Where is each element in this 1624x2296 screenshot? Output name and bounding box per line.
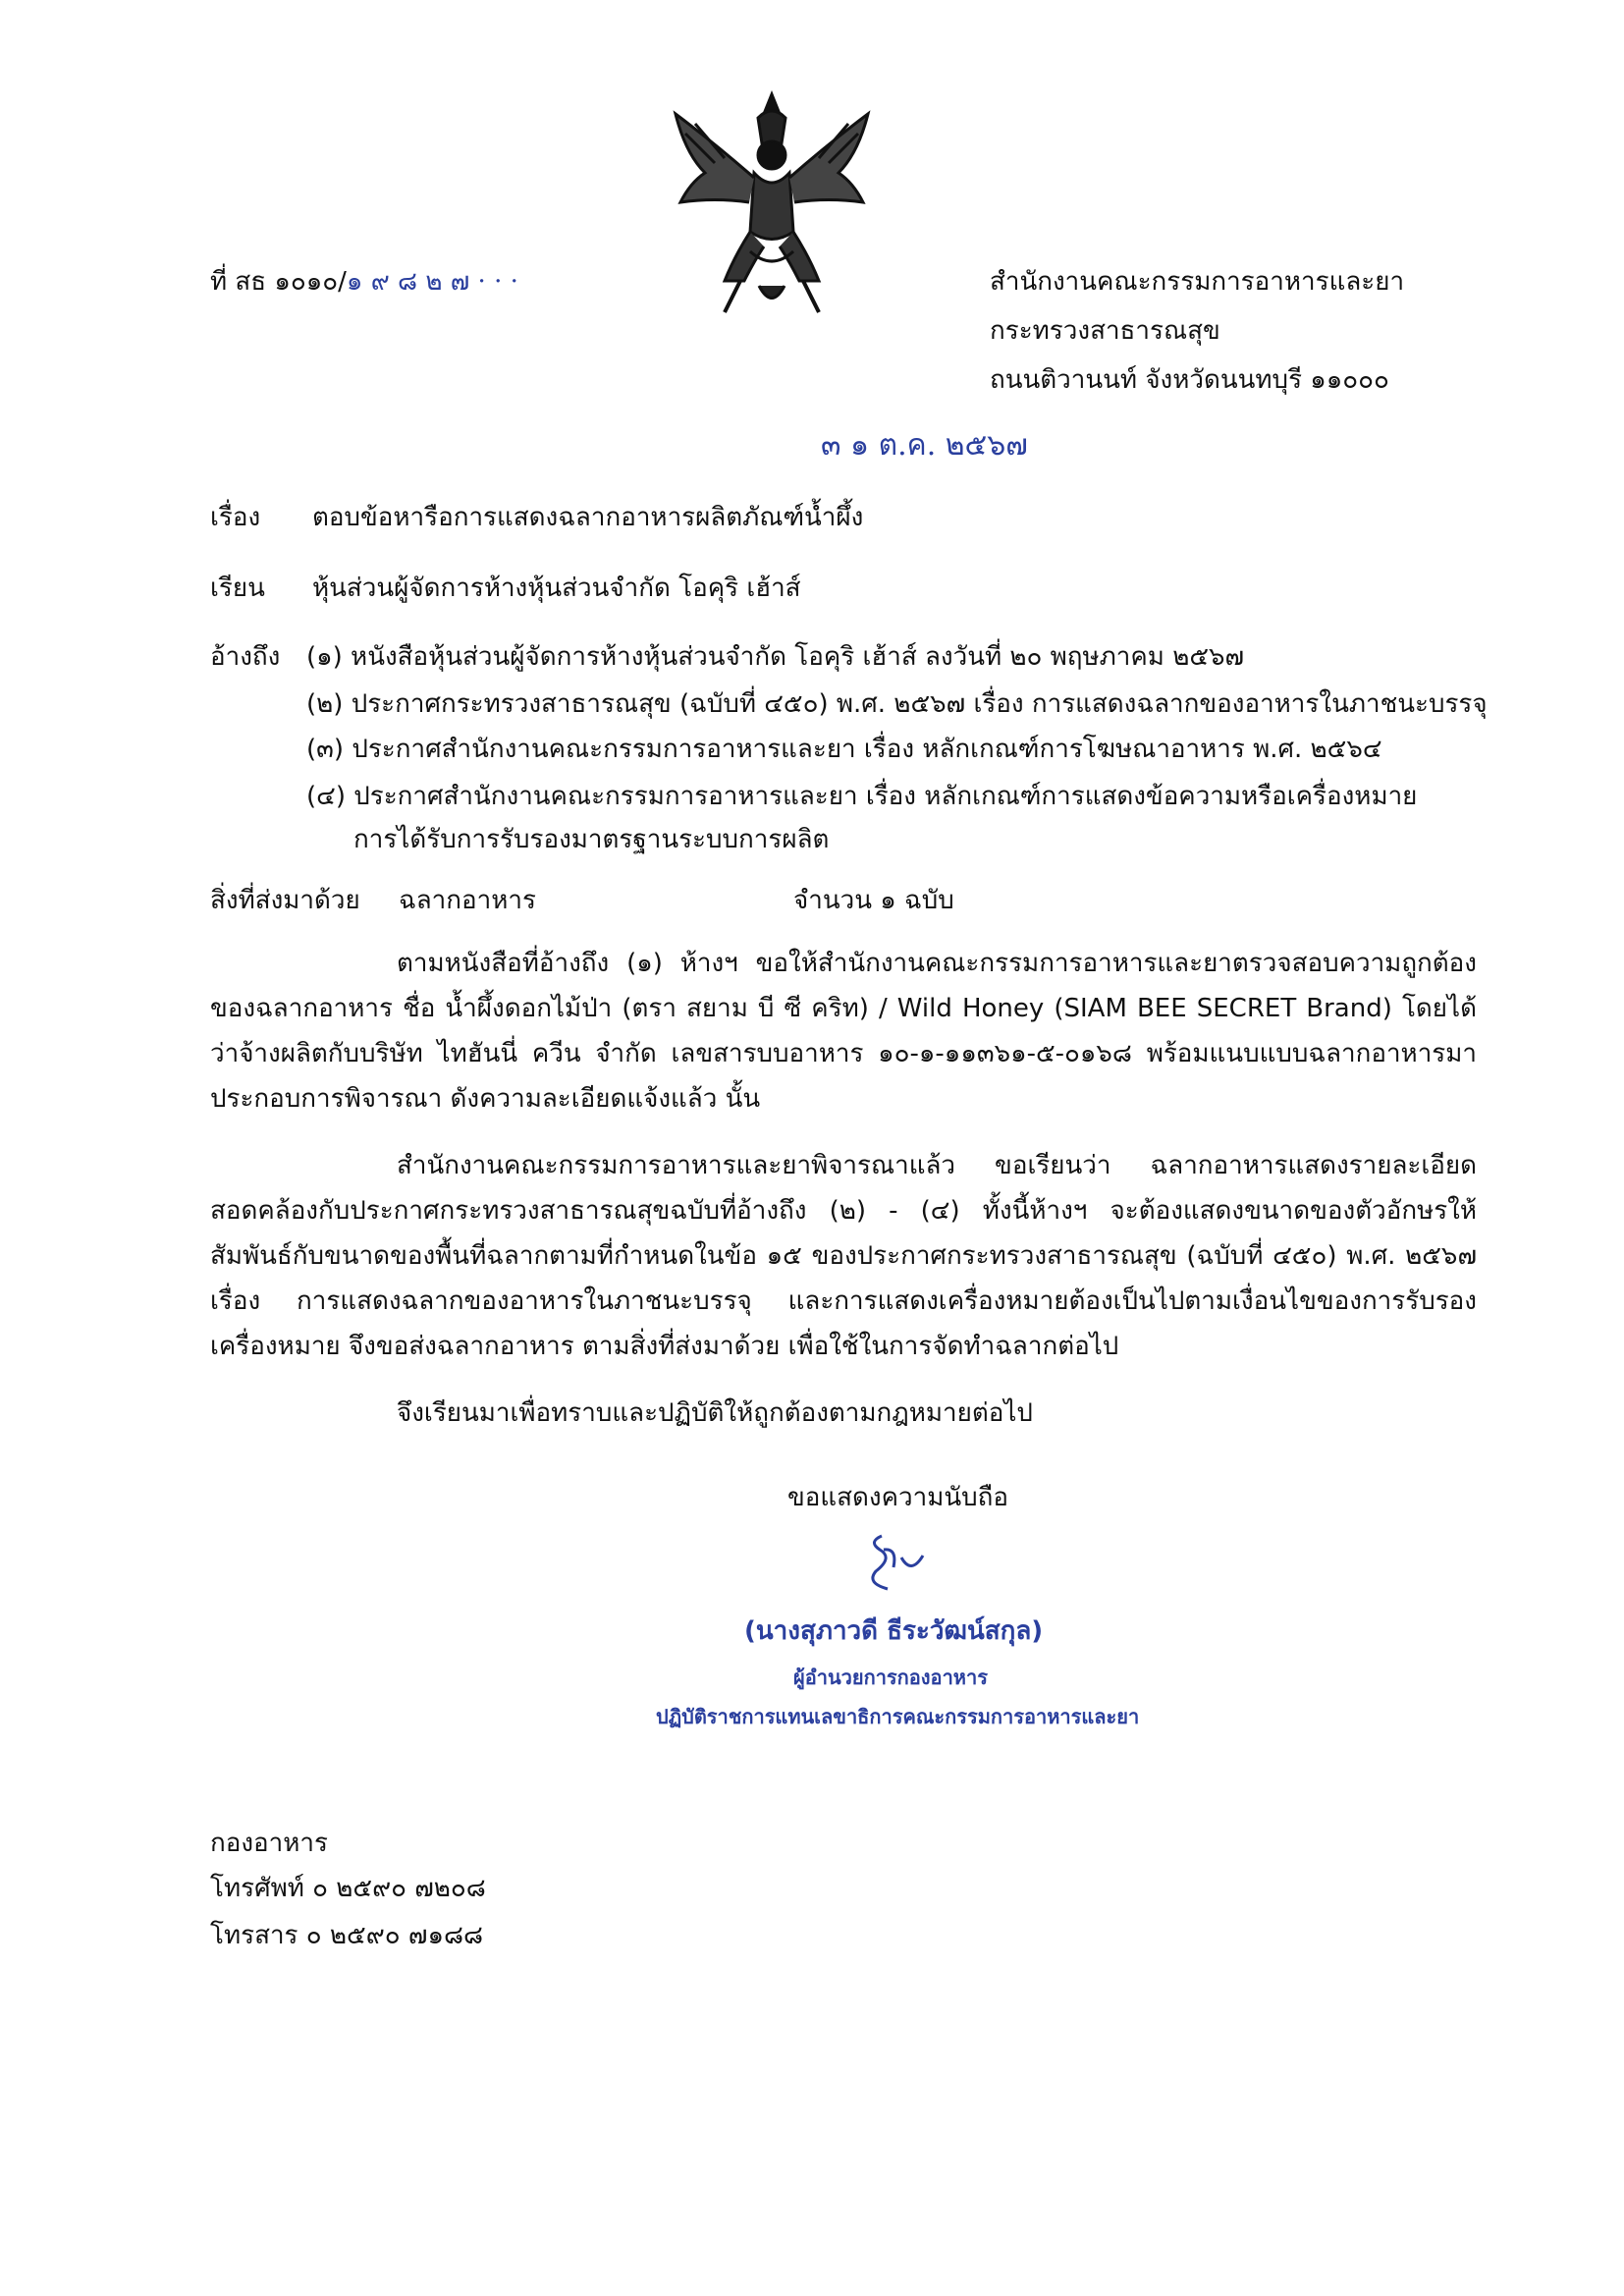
doc-number-stamp: ๑ ๙ ๘ ๒ ๗ · · · xyxy=(346,267,518,297)
enclosure-quantity: จำนวน ๑ ฉบับ xyxy=(793,886,954,915)
reference-item: (๓) ประกาศสำนักงานคณะกรรมการอาหารและยา เรื่อง หลักเกณฑ์การโฆษณาอาหาร พ.ศ. ๒๕๖๔ xyxy=(306,735,1382,764)
sender-line1: สำนักงานคณะกรรมการอาหารและยา xyxy=(990,267,1405,297)
body-paragraph-1: ตามหนังสือที่อ้างถึง (๑) ห้างฯ ขอให้สำนักงานคณะกรรมการอาหารและยาตรวจสอบความถูกต้องของฉลากอาหาร ชื่อ น้ำผึ้งดอกไม้ป่า (ตรา สยาม บี ซี คริท) / Wild Honey (SIAM BEE SECRET Brand) โดยได้ว่าจ้างผลิตกับบริษัท ไทฮันนี่ ควีน จำกัด เลขสารบบอาหาร ๑๐-๑-๑๑๓๖๑-๕-๐๑๖๘ พร้อมแนบแบบฉลากอาหารมาประกอบการพิจารณา ดังความละเอียดแจ้งแล้ว นั้น xyxy=(210,949,1477,1114)
footer-fax: โทรสาร ๐ ๒๕๙๐ ๗๑๘๘ xyxy=(210,1921,484,1950)
reference-item-continued: การได้รับการรับรองมาตรฐานระบบการผลิต xyxy=(353,825,830,854)
signer-name: (นางสุภาวดี ธีระวัฒน์สกุล) xyxy=(744,1616,1044,1646)
subject-label: เรื่อง xyxy=(210,503,261,532)
date-stamp: ๓ ๑ ต.ค. ๒๕๖๗ xyxy=(821,428,1028,463)
enclosure: ฉลากอาหาร xyxy=(399,886,536,915)
closing: ขอแสดงความนับถือ xyxy=(787,1483,1008,1512)
enclosure-label: สิ่งที่ส่งมาด้วย xyxy=(210,886,360,915)
to-label: เรียน xyxy=(210,574,265,603)
sender-line2: กระทรวงสาธารณสุข xyxy=(990,316,1220,346)
subject: ตอบข้อหารือการแสดงฉลากอาหารผลิตภัณฑ์น้ำผึ้ง xyxy=(312,503,864,532)
sender-line3: ถนนติวานนท์ จังหวัดนนทบุรี ๑๑๐๐๐ xyxy=(990,365,1389,395)
doc-number xyxy=(210,263,518,301)
reference-item: (๑) หนังสือหุ้นส่วนผู้จัดการห้างหุ้นส่วนจำกัด โอคุริ เฮ้าส์ ลงวันที่ ๒๐ พฤษภาคม ๒๕๖๗ xyxy=(306,642,1245,672)
signer-title-acting: ปฏิบัติราชการแทนเลขาธิการคณะกรรมการอาหารและยา xyxy=(656,1705,1140,1728)
signature-mark-icon xyxy=(854,1528,933,1597)
reference-item: (๒) ประกาศกระทรวงสาธารณสุข (ฉบับที่ ๔๕๐) พ.ศ. ๒๕๖๗ เรื่อง การแสดงฉลากของอาหารในภาชนะบรรจุ xyxy=(306,689,1488,719)
garuda-emblem-icon xyxy=(656,84,888,320)
body-paragraph-3: จึงเรียนมาเพื่อทราบและปฏิบัติให้ถูกต้องตามกฎหมายต่อไป xyxy=(397,1398,1033,1428)
footer-department: กองอาหาร xyxy=(210,1829,328,1858)
body-paragraph-2: สำนักงานคณะกรรมการอาหารและยาพิจารณาแล้ว ขอเรียนว่า ฉลากอาหารแสดงรายละเอียดสอดคล้องกับประกาศกระทรวงสาธารณสุขฉบับที่อ้างถึง (๒) - (๔) ทั้งนี้ห้างฯ จะต้องแสดงขนาดของตัวอักษรให้สัมพันธ์กับขนาดของพื้นที่ฉลากตามที่กำหนดในข้อ ๑๕ ของประกาศกระทรวงสาธารณสุข (ฉบับที่ ๔๕๐) พ.ศ. ๒๕๖๗ เรื่อง การแสดงฉลากของอาหารในภาชนะบรรจุ และการแสดงเครื่องหมายต้องเป็นไปตามเงื่อนไขของการรับรองเครื่องหมาย จึงขอส่งฉลากอาหาร ตามสิ่งที่ส่งมาด้วย เพื่อใช้ในการจัดทำฉลากต่อไป xyxy=(210,1151,1477,1361)
addressee: หุ้นส่วนผู้จัดการห้างหุ้นส่วนจำกัด โอคุริ เฮ้าส์ xyxy=(312,574,801,603)
reference-label: อ้างถึง xyxy=(210,642,281,672)
doc-number-label: ที่ สธ ๑๐๑๐/ xyxy=(210,267,347,297)
reference-item: (๔) ประกาศสำนักงานคณะกรรมการอาหารและยา เรื่อง หลักเกณฑ์การแสดงข้อความหรือเครื่องหมาย xyxy=(306,782,1418,811)
signer-title: ผู้อำนวยการกองอาหาร xyxy=(793,1666,988,1689)
footer-phone: โทรศัพท์ ๐ ๒๕๙๐ ๗๒๐๘ xyxy=(210,1874,486,1903)
